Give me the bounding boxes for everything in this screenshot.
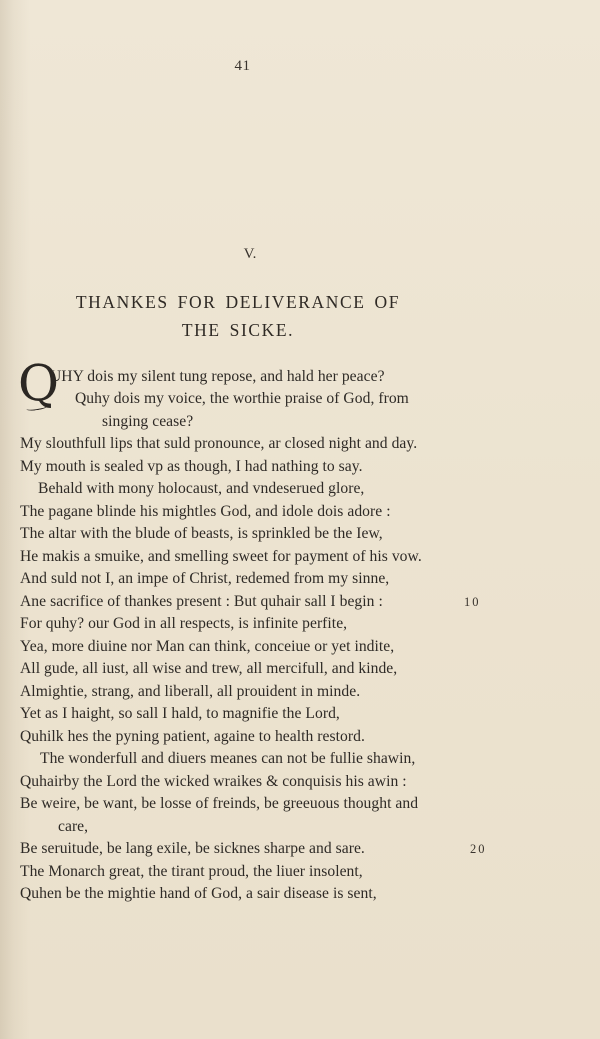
poem-line: The Monarch great, the tirant proud, the liuer insolent, — [20, 863, 363, 880]
poem-line: singing cease? — [102, 413, 194, 430]
poem-line: For quhy? our God in all respects, is infinite perfite, — [20, 615, 348, 632]
poem-line: Ane sacrifice of thankes present : But quhair sall I begin : — [20, 593, 383, 610]
poem-line: Be weire, be want, be losse of freinds, be greeuous thought and — [20, 795, 419, 812]
poem-line: Behald with mony holocaust, and vndeserued glore, — [38, 480, 365, 497]
poem-title-line-1: THANKES FOR DELIVERANCE OF — [75, 292, 401, 312]
drop-cap: Q — [18, 354, 59, 412]
section-number: V. — [243, 246, 257, 262]
line-number-marker: 20 — [470, 842, 487, 856]
poem-line: Be seruitude, be lang exile, be sicknes sharpe and sare. — [20, 840, 365, 857]
poem-line: UHY dois my silent tung repose, and hald her peace? — [50, 368, 385, 385]
poem-line: And suld not I, an impe of Christ, redemed from my sinne, — [20, 570, 390, 587]
poem-line: care, — [58, 818, 89, 835]
page-number: 41 — [234, 58, 251, 74]
poem-line: The altar with the blude of beasts, is sprinkled be the Iew, — [20, 525, 383, 542]
poem-title-line-2: THE SICKE. — [181, 320, 295, 340]
poem-line: Quhilk hes the pyning patient, againe to health restord. — [20, 728, 365, 745]
line-number-marker: 10 — [464, 595, 481, 609]
poem-line: The pagane blinde his mightles God, and idole dois adore : — [20, 503, 391, 520]
poem-line: He makis a smuike, and smelling sweet for payment of his vow. — [20, 548, 422, 565]
poem-line: My mouth is sealed vp as though, I had nathing to say. — [20, 458, 363, 475]
poem-line: My slouthfull lips that suld pronounce, ar closed night and day. — [20, 435, 418, 452]
poem-line: Quhairby the Lord the wicked wraikes & conquisis his awin : — [20, 773, 407, 790]
poem-line: Quhy dois my voice, the worthie praise of God, from — [75, 390, 409, 407]
poem-line: All gude, all iust, all wise and trew, all mercifull, and kinde, — [20, 660, 398, 677]
poem-line: Yet as I haight, so sall I hald, to magnifie the Lord, — [20, 705, 340, 722]
poem-line: Yea, more diuine nor Man can think, conceiue or yet indite, — [20, 638, 395, 655]
poem-line: Almightie, strang, and liberall, all prouident in minde. — [20, 683, 361, 700]
poem-line: The wonderfull and diuers meanes can not be fullie shawin, — [40, 750, 416, 767]
poem-line: Quhen be the mightie hand of God, a sair disease is sent, — [20, 885, 377, 902]
